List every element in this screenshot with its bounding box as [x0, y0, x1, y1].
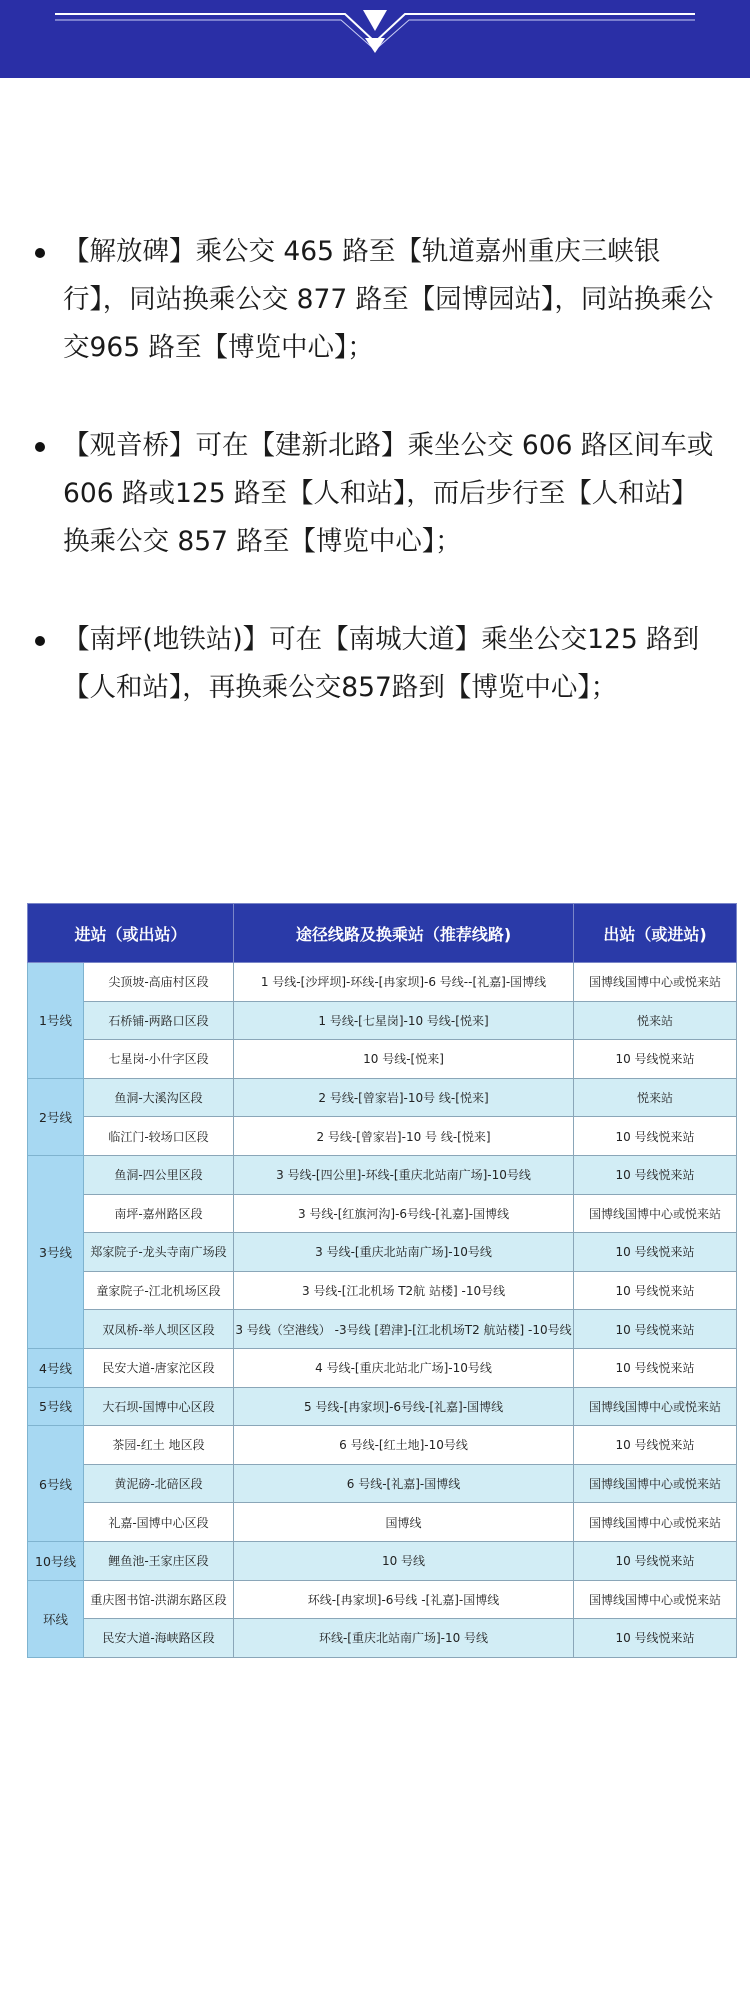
exit-cell: 10 号线悦来站 — [574, 1155, 737, 1194]
route-cell: 4 号线-[重庆北站北广场]-10号线 — [234, 1348, 574, 1387]
line-cell: 1号线 — [28, 963, 84, 1079]
table-row — [28, 1078, 737, 1117]
table-row — [28, 1541, 737, 1580]
table-row — [28, 1503, 737, 1542]
table-row — [28, 1194, 737, 1233]
line-cell: 2号线 — [28, 1078, 84, 1155]
section-cell: 尖顶坡-高庙村区段 — [84, 963, 234, 1002]
route-cell: 6 号线-[礼嘉]-国博线 — [234, 1464, 574, 1503]
route-cell: 10 号线-[悦来] — [234, 1040, 574, 1079]
route-cell: 3 号线-[四公里]-环线-[重庆北站南广场]-10号线 — [234, 1155, 574, 1194]
route-cell: 3 号线-[江北机场 T2航 站楼] -10号线 — [234, 1271, 574, 1310]
table-row — [28, 1233, 737, 1272]
section-cell: 大石坝-国博中心区段 — [84, 1387, 234, 1426]
bullet-item — [30, 616, 720, 712]
section-cell: 黄泥磅-北碚区段 — [84, 1464, 234, 1503]
bullet-text: 【观音桥】可在【建新北路】乘坐公交 606 路区间车或 606 路或125 路至【人和站】，而后步行至【人和站】换乘公交 857 路至【博览中心】； — [63, 430, 714, 557]
table-header-row — [28, 904, 737, 963]
table-row — [28, 963, 737, 1002]
table-row — [28, 1580, 737, 1619]
table-row — [28, 1310, 737, 1349]
exit-cell: 10 号线悦来站 — [574, 1233, 737, 1272]
table-row — [28, 1155, 737, 1194]
table-row — [28, 1271, 737, 1310]
line-cell: 5号线 — [28, 1387, 84, 1426]
route-cell: 3 号线（空港线） -3号线 [碧津]-[江北机场T2 航站楼] -10号线 — [234, 1310, 574, 1349]
route-cell: 1 号线-[七星岗]-10 号线-[悦来] — [234, 1001, 574, 1040]
line-cell: 3号线 — [28, 1155, 84, 1348]
section-cell: 茶园-红土 地区段 — [84, 1426, 234, 1465]
route-cell: 6 号线-[红土地]-10号线 — [234, 1426, 574, 1465]
section-cell: 鱼洞-四公里区段 — [84, 1155, 234, 1194]
section-cell: 郑家院子-龙头寺南广场段 — [84, 1233, 234, 1272]
line-cell: 10号线 — [28, 1541, 84, 1580]
exit-cell: 悦来站 — [574, 1001, 737, 1040]
section-cell: 民安大道-海峡路区段 — [84, 1619, 234, 1658]
header-route: 途径线路及换乘站（推荐线路) — [234, 904, 574, 963]
exit-cell: 10 号线悦来站 — [574, 1040, 737, 1079]
bullet-text: 【解放碑】乘公交 465 路至【轨道嘉州重庆三峡银行】，同站换乘公交 877 路至【园博园站】，同站换乘公交965 路至【博览中心】； — [63, 236, 714, 363]
section-cell: 临江门-较场口区段 — [84, 1117, 234, 1156]
section-cell: 鱼洞-大溪沟区段 — [84, 1078, 234, 1117]
route-cell: 10 号线 — [234, 1541, 574, 1580]
table-row — [28, 1619, 737, 1658]
exit-cell: 10 号线悦来站 — [574, 1619, 737, 1658]
exit-cell: 10 号线悦来站 — [574, 1348, 737, 1387]
route-cell: 环线-[冉家坝]-6号线 -[礼嘉]-国博线 — [234, 1580, 574, 1619]
exit-cell: 国博线国博中心或悦来站 — [574, 1580, 737, 1619]
bullet-dot-icon — [35, 442, 45, 452]
exit-cell: 国博线国博中心或悦来站 — [574, 1503, 737, 1542]
exit-cell: 10 号线悦来站 — [574, 1541, 737, 1580]
bullet-item — [30, 422, 720, 566]
header-entry: 进站（或出站） — [28, 904, 234, 963]
table-row — [28, 1117, 737, 1156]
section-cell: 鲤鱼池-王家庄区段 — [84, 1541, 234, 1580]
header-banner — [0, 0, 750, 78]
section-cell: 石桥铺-两路口区段 — [84, 1001, 234, 1040]
table-row — [28, 1387, 737, 1426]
table-row — [28, 1001, 737, 1040]
metro-route-table — [27, 903, 737, 1658]
exit-cell: 悦来站 — [574, 1078, 737, 1117]
line-cell: 6号线 — [28, 1426, 84, 1542]
table-row — [28, 1464, 737, 1503]
exit-cell: 10 号线悦来站 — [574, 1271, 737, 1310]
route-cell: 1 号线-[沙坪坝]-环线-[冉家坝]-6 号线--[礼嘉]-国博线 — [234, 963, 574, 1002]
bullet-dot-icon — [35, 248, 45, 258]
section-cell: 南坪-嘉州路区段 — [84, 1194, 234, 1233]
bullet-dot-icon — [35, 636, 45, 646]
table-row — [28, 1426, 737, 1465]
route-cell: 国博线 — [234, 1503, 574, 1542]
bullet-item — [30, 228, 720, 372]
exit-cell: 10 号线悦来站 — [574, 1426, 737, 1465]
exit-cell: 国博线国博中心或悦来站 — [574, 1464, 737, 1503]
line-cell: 4号线 — [28, 1348, 84, 1387]
route-cell: 3 号线-[红旗河沟]-6号线-[礼嘉]-国博线 — [234, 1194, 574, 1233]
route-cell: 2 号线-[曾家岩]-10号 线-[悦来] — [234, 1078, 574, 1117]
exit-cell: 国博线国博中心或悦来站 — [574, 963, 737, 1002]
exit-cell: 国博线国博中心或悦来站 — [574, 1194, 737, 1233]
exit-cell: 10 号线悦来站 — [574, 1117, 737, 1156]
section-cell: 重庆图书馆-洪湖东路区段 — [84, 1580, 234, 1619]
bullet-text: 【南坪(地铁站)】可在【南城大道】乘坐公交125 路到【人和站】，再换乘公交857路到【博览中心】； — [63, 624, 700, 703]
chevron-decoration-icon — [0, 0, 750, 78]
route-bullet-list — [30, 228, 720, 762]
table-row — [28, 1040, 737, 1079]
section-cell: 童家院子-江北机场区段 — [84, 1271, 234, 1310]
section-cell: 七星岗-小什字区段 — [84, 1040, 234, 1079]
route-cell: 环线-[重庆北站南广场]-10 号线 — [234, 1619, 574, 1658]
table-row — [28, 1348, 737, 1387]
exit-cell: 10 号线悦来站 — [574, 1310, 737, 1349]
section-cell: 双凤桥-举人坝区区段 — [84, 1310, 234, 1349]
section-cell: 民安大道-唐家沱区段 — [84, 1348, 234, 1387]
route-cell: 2 号线-[曾家岩]-10 号 线-[悦来] — [234, 1117, 574, 1156]
header-exit: 出站（或进站) — [574, 904, 737, 963]
exit-cell: 国博线国博中心或悦来站 — [574, 1387, 737, 1426]
section-cell: 礼嘉-国博中心区段 — [84, 1503, 234, 1542]
route-cell: 3 号线-[重庆北站南广场]-10号线 — [234, 1233, 574, 1272]
route-cell: 5 号线-[冉家坝]-6号线-[礼嘉]-国博线 — [234, 1387, 574, 1426]
line-cell: 环线 — [28, 1580, 84, 1657]
